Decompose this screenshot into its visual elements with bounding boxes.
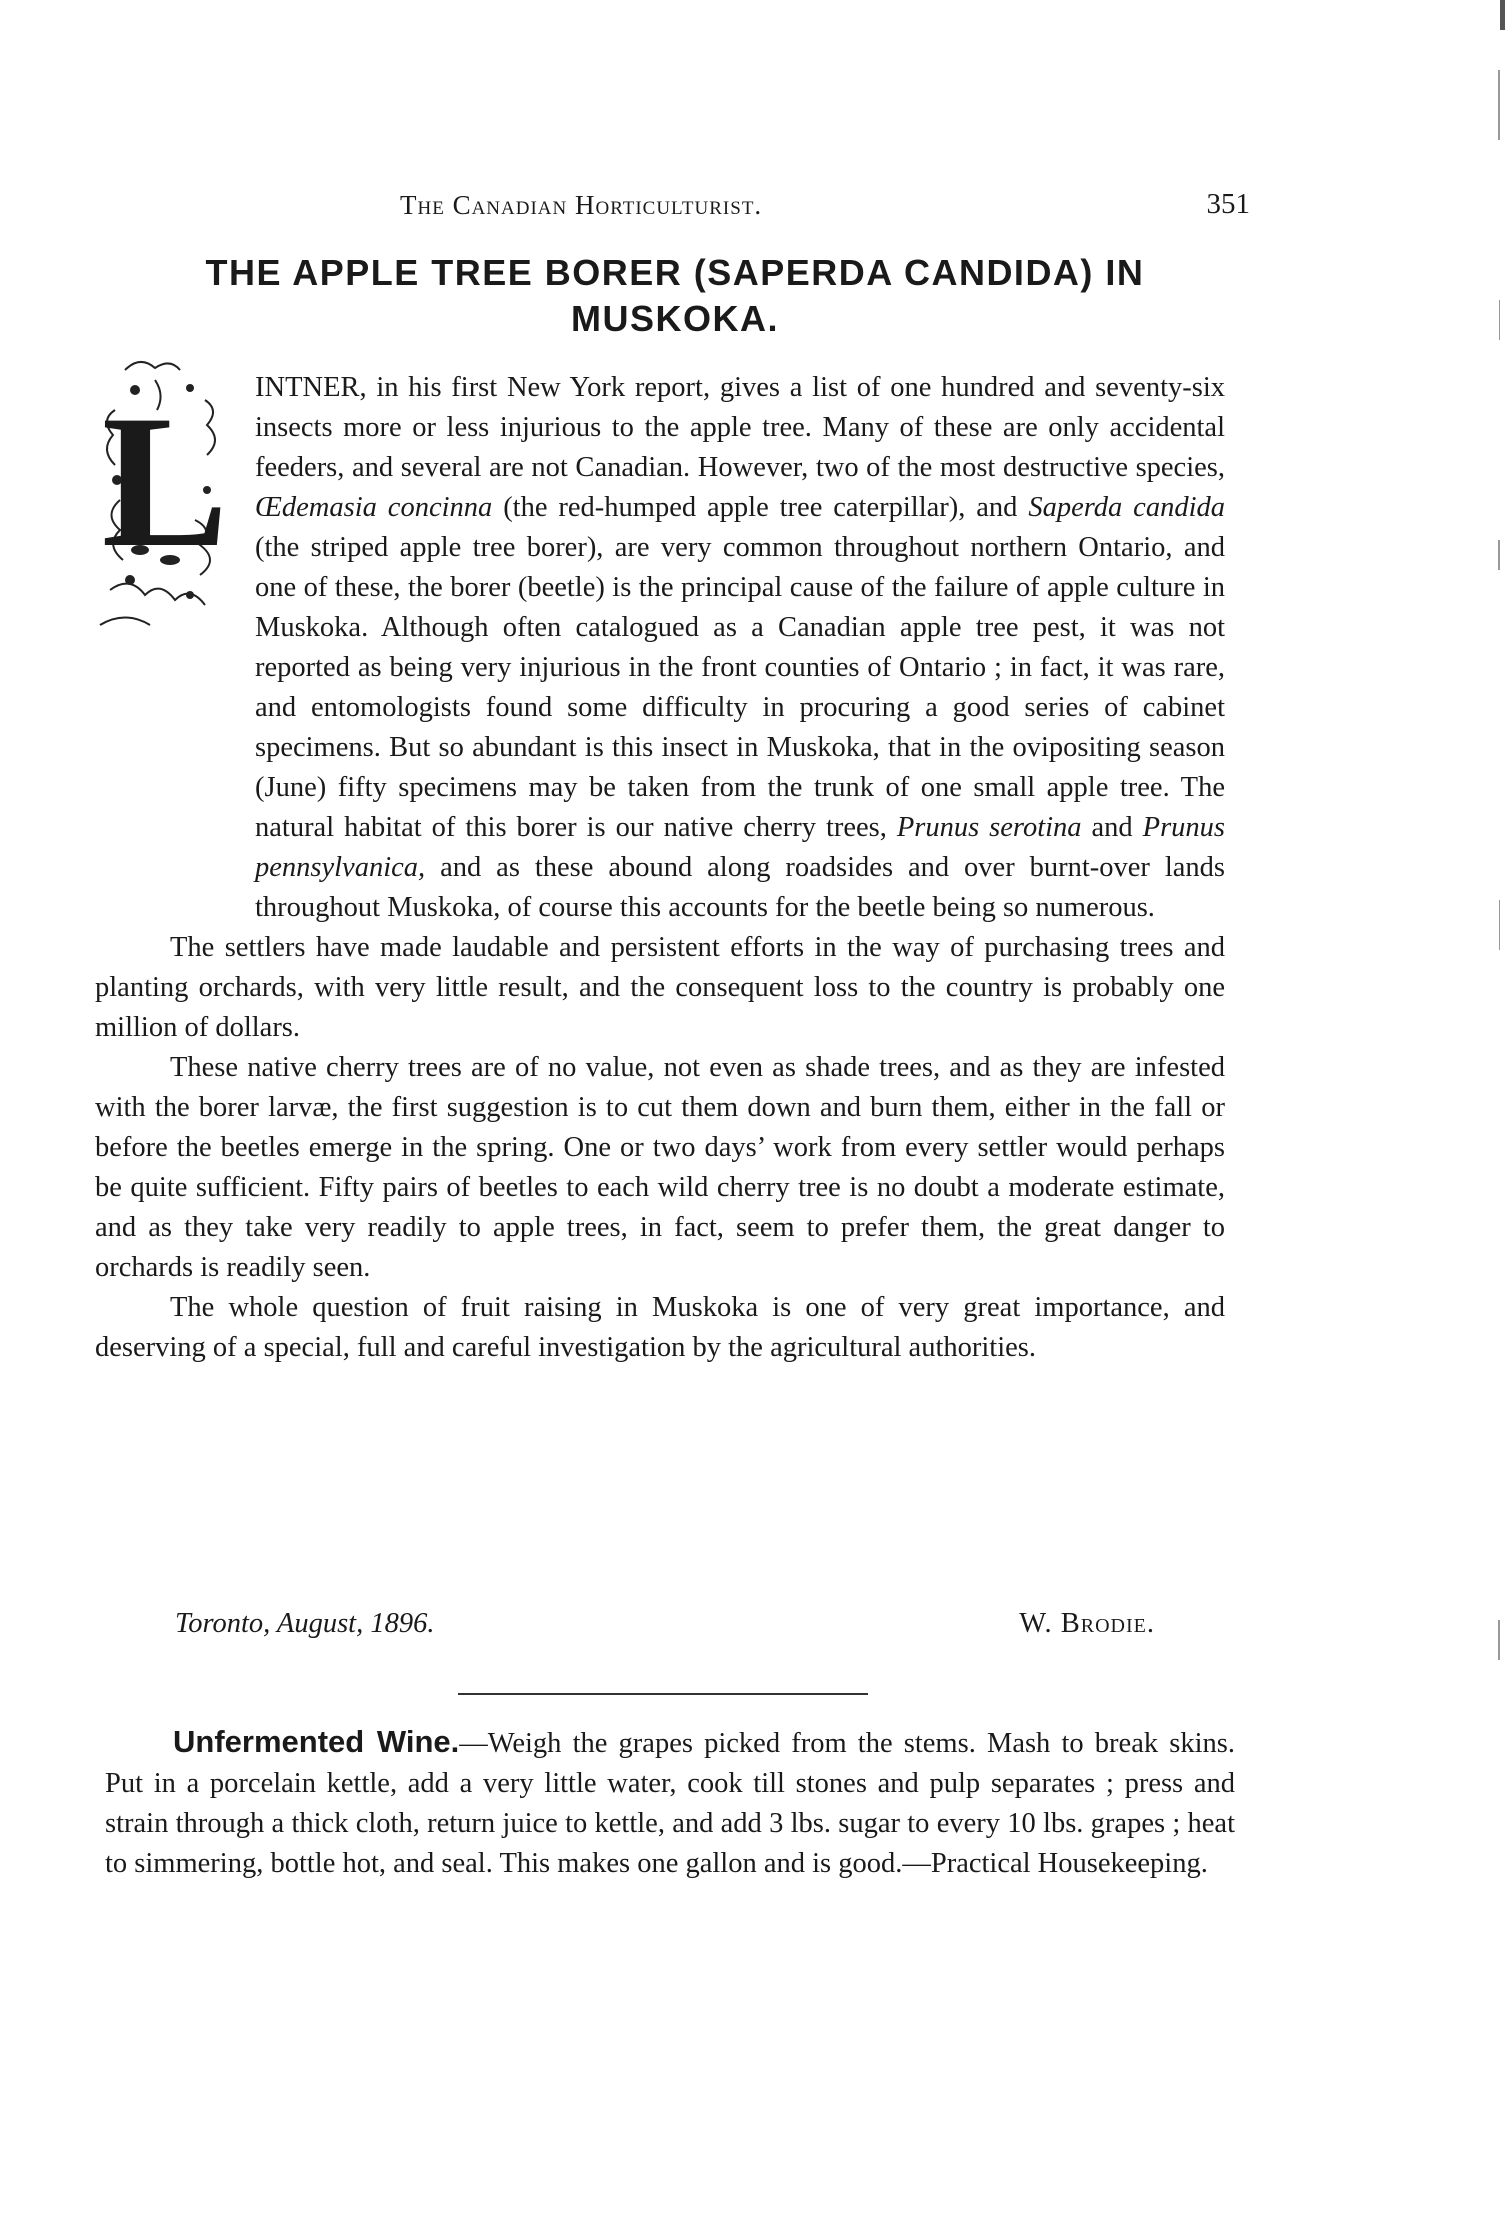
paragraph-3: These native cherry trees are of no value, not even as shade trees, and as they are infested with the borer larvæ, the first suggestion is to cut them down and burn them, either in the fall or before the beetles emerge in the spring. One or two days’ work from every settler would perhaps be quite sufficient. Fifty pairs of beetles to each wild cherry tree is no doubt a moderate estimate, and as they take very readily to apple trees, in fact, seem to prefer them, the great danger to orchards is readily seen. — [95, 1052, 1225, 1283]
recipe-note — [105, 1722, 1235, 1884]
page-number: 351 — [1206, 188, 1250, 220]
species-name: Œdemasia concinna — [255, 492, 493, 523]
article-body — [95, 368, 1225, 1368]
paragraph-1-text-b: (the red-humped apple tree caterpillar), and — [492, 492, 1029, 523]
species-name: Prunus pennsylvanica, — [255, 812, 1225, 883]
paragraph-1-text-a: INTNER, in his first New York report, gives a list of one hundred and seventy-six insects more or less injurious to the apple tree. Many of these are only accidental feeders, and several are not Canadian. However, two of the most destructive species, — [255, 372, 1225, 483]
section-divider — [458, 1693, 868, 1695]
drop-cap-letter: L — [101, 377, 229, 587]
paragraph-1-text-e: and as these abound along roadsides and over burnt-over lands throughout Muskoka, of course this accounts for the beetle being so numerous. — [255, 852, 1225, 923]
species-name: Prunus serotina — [896, 812, 1082, 843]
signature-row — [95, 1608, 1225, 1653]
paragraph-1 — [95, 368, 1225, 928]
paragraph-2: The settlers have made laudable and persistent efforts in the way of purchasing trees and planting orchards, with very little result, and the consequent loss to the country is probably one million of dollars. — [95, 932, 1225, 1043]
running-title: The Canadian Horticulturist. — [400, 190, 763, 220]
scan-edge — [1494, 0, 1505, 2237]
paragraph-1-text-d: and — [1081, 812, 1143, 843]
species-name: Saperda candida — [1028, 492, 1226, 523]
note-text: —Weigh the grapes picked from the stems. Mash to break skins. Put in a porcelain kettle, add a very little water, cook till stones and pulp separates ; press and strain through a thick cloth, return juice to kettle, and add 3 lbs. sugar to every 10 lbs. grapes ; heat to simmering, bottle hot, and seal. This makes one gallon and is good.—Practical Housekeeping. — [105, 1728, 1235, 1879]
paragraph-4: The whole question of fruit raising in Muskoka is one of very great importance, and deserving of a special, full and careful investigation by the agricultural authorities. — [95, 1292, 1225, 1363]
paragraph-1-text-c: (the striped apple tree borer), are very common throughout northern Ontario, and one of these, the borer (beetle) is the principal cause of the failure of apple culture in Muskoka. Although often catalogued as a Canadian apple tree pest, it was not reported as being very injurious in the front counties of Ontario ; in fact, it was rare, and entomologists found some difficulty in procuring a good series of cabinet specimens. But so abundant is this insect in Muskoka, that in the ovipositing season (June) fifty specimens may be taken from the trunk of one small apple tree. The natural habitat of this borer is our native cherry trees, — [255, 532, 1225, 843]
author: W. Brodie. — [1019, 1608, 1155, 1639]
running-head — [400, 190, 1250, 230]
article-title: THE APPLE TREE BORER (SAPERDA CANDIDA) IN MUSKOKA. — [205, 252, 1145, 339]
note-heading: Unfermented Wine. — [173, 1724, 460, 1759]
place-date: Toronto, August, 1896. — [175, 1608, 435, 1639]
